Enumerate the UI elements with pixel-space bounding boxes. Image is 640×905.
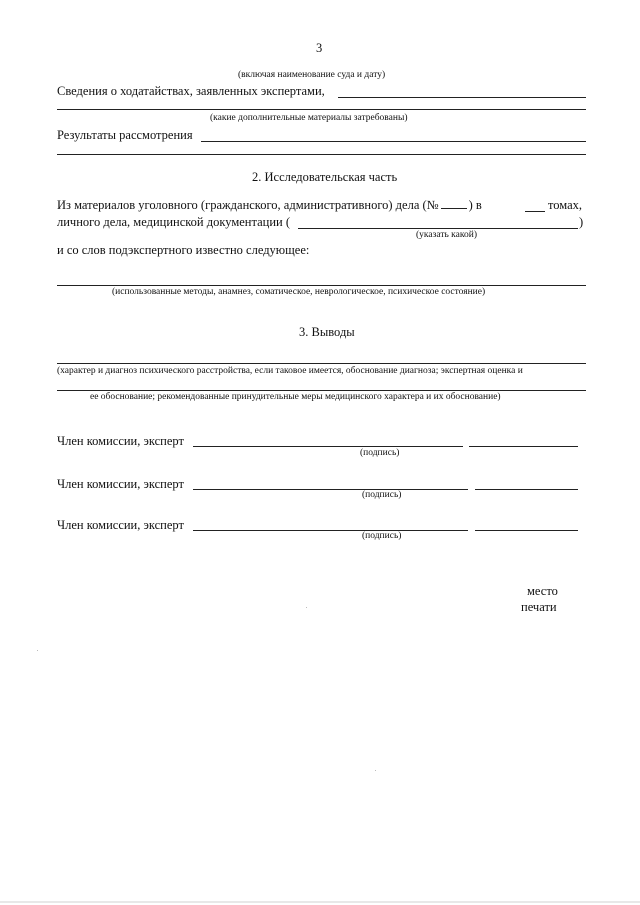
court-hint: (включая наименование суда и дату) bbox=[238, 70, 386, 80]
signature-name-line bbox=[193, 489, 468, 490]
conclusion-hint-2: ее обоснование; рекомендованные принудительные меры медицинского характера и их обоснование) bbox=[90, 392, 501, 402]
page-number: 3 bbox=[316, 41, 323, 55]
conclusion-line-2 bbox=[57, 390, 586, 391]
methods-hint: (использованные методы, анамнез, соматическое, неврологическое, психическое состояние) bbox=[112, 287, 486, 297]
scan-speck bbox=[375, 770, 376, 771]
medical-docs-fill-line bbox=[298, 228, 578, 229]
scan-speck bbox=[306, 607, 307, 608]
medical-docs-close-paren: ) bbox=[579, 215, 584, 229]
section-2-heading: 2. Исследовательская часть bbox=[252, 170, 398, 184]
signature-label: Член комиссии, эксперт bbox=[57, 518, 184, 532]
signature-sign-line bbox=[475, 489, 578, 490]
motions-label: Сведения о ходатайствах, заявленных экспертами, bbox=[57, 84, 325, 98]
stamp-place-line-2: печати bbox=[521, 600, 557, 614]
results-label: Результаты рассмотрения bbox=[57, 128, 193, 142]
signature-sign-line bbox=[475, 530, 578, 531]
results-second-line bbox=[57, 154, 586, 155]
motions-fill-line bbox=[338, 97, 586, 98]
volumes-count-blank bbox=[525, 211, 545, 212]
results-fill-line bbox=[201, 141, 586, 142]
section-3-heading: 3. Выводы bbox=[299, 325, 355, 339]
motions-second-line bbox=[57, 109, 586, 110]
medical-docs-line-label: личного дела, медицинской документации ( bbox=[57, 215, 291, 229]
signature-hint: (подпись) bbox=[362, 490, 402, 500]
materials-hint: (какие дополнительные материалы затребованы) bbox=[210, 113, 408, 123]
volumes-label: томах, bbox=[548, 198, 583, 212]
page-bottom-edge bbox=[0, 901, 640, 903]
case-materials-text-1: Из материалов уголовного (гражданского, административного) дела (№ bbox=[57, 198, 439, 212]
signature-hint: (подпись) bbox=[362, 531, 402, 541]
signature-name-line bbox=[193, 530, 468, 531]
signature-sign-line bbox=[469, 446, 578, 447]
signature-hint: (подпись) bbox=[360, 448, 400, 458]
stamp-place-line-1: место bbox=[527, 584, 558, 598]
signature-label: Член комиссии, эксперт bbox=[57, 477, 184, 491]
case-materials-line bbox=[57, 199, 482, 212]
signature-label: Член комиссии, эксперт bbox=[57, 434, 184, 448]
conclusion-line-1 bbox=[57, 363, 586, 364]
known-fill-line bbox=[57, 285, 586, 286]
known-label: и со слов подэкспертного известно следующее: bbox=[57, 243, 310, 257]
signature-name-line bbox=[193, 446, 463, 447]
case-number-blank bbox=[441, 207, 467, 209]
case-materials-text-2: ) в bbox=[468, 198, 482, 212]
specify-hint: (указать какой) bbox=[416, 230, 478, 240]
conclusion-hint-1: (характер и диагноз психического расстройства, если таковое имеется, обоснование диагноза; экспертная оценка и bbox=[57, 366, 523, 376]
scan-speck bbox=[37, 650, 38, 651]
